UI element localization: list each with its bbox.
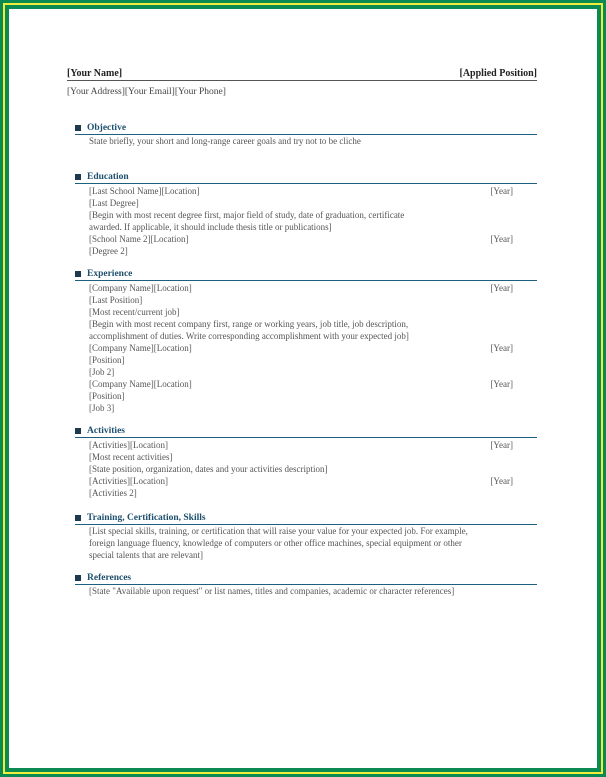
- row-year: [Year]: [490, 343, 513, 353]
- row-text: [Company Name][Location]: [89, 379, 192, 389]
- experience-section: [75, 269, 537, 414]
- experience-row: [89, 390, 537, 402]
- education-row: [89, 197, 537, 209]
- education-row: [89, 245, 537, 257]
- square-bullet-icon: [75, 174, 81, 180]
- education-rows: [89, 185, 537, 257]
- row-text: [Begin with most recent degree first, major field of study, date of graduation, certificate: [89, 210, 405, 220]
- header-divider: [67, 80, 537, 81]
- references-text: [State "Available upon request" or list names, titles and companies, academic or character references]: [89, 586, 455, 596]
- education-row: [89, 221, 537, 233]
- experience-row: [89, 342, 537, 354]
- education-row: [89, 209, 537, 221]
- row-text: [Most recent/current job]: [89, 307, 180, 317]
- row-year: [Year]: [490, 234, 513, 244]
- objective-heading: [75, 123, 537, 133]
- education-title: Education: [87, 172, 129, 182]
- experience-heading: [75, 269, 537, 279]
- row-year: [Year]: [490, 476, 513, 486]
- experience-row: [89, 330, 537, 342]
- row-text: [Last School Name][Location]: [89, 186, 200, 196]
- training-line: special talents that are relevant]: [89, 550, 203, 560]
- row-text: [Activities][Location]: [89, 440, 168, 450]
- row-text: [Job 3]: [89, 403, 115, 413]
- references-section: [75, 573, 537, 597]
- activities-section: [75, 426, 537, 499]
- section-divider: [75, 280, 537, 281]
- row-year: [Year]: [490, 440, 513, 450]
- activities-row: [89, 463, 537, 475]
- education-section: [75, 172, 537, 257]
- activities-heading: [75, 426, 537, 436]
- row-text: [Last Position]: [89, 295, 143, 305]
- experience-row: [89, 318, 537, 330]
- row-text: [Company Name][Location]: [89, 343, 192, 353]
- resume-page: [9, 9, 597, 768]
- education-row: [89, 185, 537, 197]
- experience-row: [89, 366, 537, 378]
- row-text: [Job 2]: [89, 367, 115, 377]
- row-text: [Activities 2]: [89, 488, 137, 498]
- name-field: [Your Name]: [67, 68, 123, 79]
- square-bullet-icon: [75, 271, 81, 277]
- activities-row: [89, 487, 537, 499]
- references-heading: [75, 573, 537, 583]
- training-section: [75, 513, 537, 561]
- activities-title: Activities: [87, 426, 125, 436]
- experience-rows: [89, 282, 537, 414]
- row-text: [Last Degree]: [89, 198, 139, 208]
- experience-title: Experience: [87, 269, 133, 279]
- row-text: [Position]: [89, 355, 125, 365]
- square-bullet-icon: [75, 125, 81, 131]
- objective-section: [75, 123, 537, 147]
- education-row: [89, 233, 537, 245]
- row-text: [Degree 2]: [89, 246, 128, 256]
- experience-row: [89, 402, 537, 414]
- row-year: [Year]: [490, 186, 513, 196]
- applied-position-field: [Applied Position]: [459, 68, 537, 79]
- experience-row: [89, 306, 537, 318]
- activities-row: [89, 451, 537, 463]
- training-line: foreign language fluency, knowledge of computers or other office machines, special equipment or other: [89, 538, 462, 548]
- section-divider: [75, 437, 537, 438]
- row-text: [Position]: [89, 391, 125, 401]
- row-year: [Year]: [490, 283, 513, 293]
- square-bullet-icon: [75, 575, 81, 581]
- row-text: [Activities][Location]: [89, 476, 168, 486]
- row-text: [State position, organization, dates and your activities description]: [89, 464, 328, 474]
- square-bullet-icon: [75, 428, 81, 434]
- experience-row: [89, 354, 537, 366]
- experience-row: [89, 294, 537, 306]
- section-divider: [75, 183, 537, 184]
- row-text: awarded. If applicable, it should include thesis title or publications]: [89, 222, 332, 232]
- activities-rows: [89, 439, 537, 499]
- education-heading: [75, 172, 537, 182]
- objective-text: State briefly, your short and long-range career goals and try not to be cliche: [89, 136, 361, 146]
- activities-row: [89, 439, 537, 451]
- activities-row: [89, 475, 537, 487]
- contact-line: [Your Address][Your Email][Your Phone]: [67, 87, 226, 97]
- row-text: [Most recent activities]: [89, 452, 173, 462]
- row-text: accomplishment of duties. Write corresponding accomplishment with your expected job]: [89, 331, 409, 341]
- square-bullet-icon: [75, 515, 81, 521]
- row-text: [Company Name][Location]: [89, 283, 192, 293]
- row-text: [Begin with most recent company first, range or working years, job title, job description,: [89, 319, 409, 329]
- objective-title: Objective: [87, 123, 127, 133]
- references-title: References: [87, 573, 132, 583]
- experience-row: [89, 378, 537, 390]
- training-title: Training, Certification, Skills: [87, 513, 206, 523]
- experience-row: [89, 282, 537, 294]
- row-year: [Year]: [490, 379, 513, 389]
- row-text: [School Name 2][Location]: [89, 234, 189, 244]
- training-heading: [75, 513, 537, 523]
- training-line: [List special skills, training, or certification that will raise your value for your expected job. For example,: [89, 526, 468, 536]
